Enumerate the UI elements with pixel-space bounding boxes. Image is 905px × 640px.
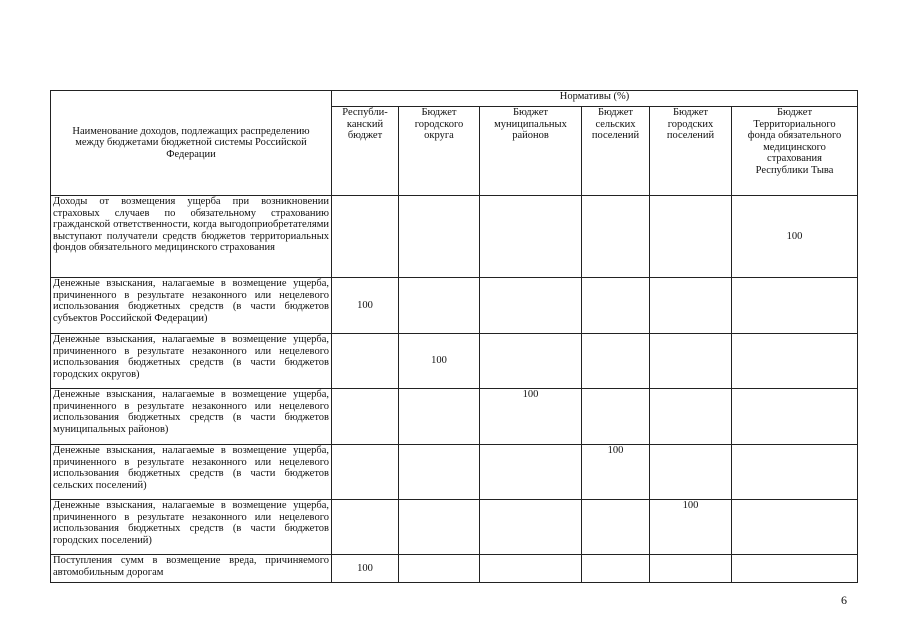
- value-cell: [732, 500, 858, 555]
- value-cell: 100: [582, 445, 650, 500]
- value-cell: [732, 555, 858, 583]
- table-row: [51, 389, 858, 445]
- value-cell: 100: [399, 334, 480, 389]
- value-cell: [650, 445, 732, 500]
- row-description: Денежные взыскания, налагаемые в возмещение ущерба, причиненного в результате незаконного или нецелевого использования бюджетных средств (в части бюджетов субъектов Российской Федерации): [51, 278, 332, 334]
- value-cell: [732, 334, 858, 389]
- row-description: Денежные взыскания, налагаемые в возмещение ущерба, причиненного в результате незаконного или нецелевого использования бюджетных средств (в части бюджетов муниципальных районов): [51, 389, 332, 445]
- header-col-label: Бюджет городских поселений: [666, 107, 715, 142]
- row-description: Поступления сумм в возмещение вреда, причиняемого автомобильным дорогам: [51, 555, 332, 583]
- header-col-health-insurance-fund-budget: [732, 107, 858, 196]
- value-cell: [332, 500, 399, 555]
- value-cell: [582, 334, 650, 389]
- value-cell: [732, 389, 858, 445]
- value-cell: [650, 555, 732, 583]
- header-name-column: Наименование доходов, подлежащих распределению между бюджетами бюджетной системы Российской Федерации: [51, 91, 332, 196]
- value-cell: 100: [480, 389, 582, 445]
- value-cell: [732, 445, 858, 500]
- value-cell: [650, 278, 732, 334]
- value-cell: 100: [332, 278, 399, 334]
- row-description: Денежные взыскания, налагаемые в возмещение ущерба, причиненного в результате незаконного или нецелевого использования бюджетных средств (в части бюджетов городских округов): [51, 334, 332, 389]
- value-cell: [399, 278, 480, 334]
- value-cell: [480, 555, 582, 583]
- value-cell: [732, 278, 858, 334]
- value-cell: [582, 196, 650, 278]
- header-col-label: Бюджет Территориального фонда обязательного медицинского страхования Республики Тыва: [747, 107, 842, 176]
- value-cell: [399, 500, 480, 555]
- header-col-city-district-budget: [399, 107, 480, 196]
- header-col-urban-settlements-budget: [650, 107, 732, 196]
- header-col-republic-budget: [332, 107, 399, 196]
- value-cell: [582, 500, 650, 555]
- table-row: [51, 555, 858, 583]
- value-cell: 100: [332, 555, 399, 583]
- table-row: [51, 278, 858, 334]
- table-row: [51, 334, 858, 389]
- value-cell: [480, 334, 582, 389]
- header-row-group: [51, 91, 858, 107]
- value-cell: [332, 389, 399, 445]
- value-cell: [480, 196, 582, 278]
- row-description: Денежные взыскания, налагаемые в возмещение ущерба, причиненного в результате незаконного или нецелевого использования бюджетных средств (в части бюджетов городских поселений): [51, 500, 332, 555]
- value-cell: [480, 278, 582, 334]
- header-col-label: Бюджет городского округа: [414, 107, 464, 142]
- value-cell: [480, 500, 582, 555]
- value-cell: [582, 278, 650, 334]
- value-cell: [650, 389, 732, 445]
- table-row: [51, 445, 858, 500]
- header-col-label: Республи- канский бюджет: [342, 107, 388, 142]
- value-cell: 100: [732, 196, 858, 278]
- value-cell: [399, 389, 480, 445]
- value-cell: [399, 196, 480, 278]
- table-row: [51, 500, 858, 555]
- row-description: Денежные взыскания, налагаемые в возмещение ущерба, причиненного в результате незаконного или нецелевого использования бюджетных средств (в части бюджетов сельских поселений): [51, 445, 332, 500]
- header-normatives: Нормативы (%): [332, 91, 858, 107]
- value-cell: [582, 555, 650, 583]
- value-cell: [332, 196, 399, 278]
- value-cell: [582, 389, 650, 445]
- table-row: [51, 196, 858, 278]
- value-cell: [650, 196, 732, 278]
- value-cell: [399, 555, 480, 583]
- row-description: Доходы от возмещения ущерба при возникновении страховых случаев по обязательному страхованию гражданской ответственности, когда выгодоприобретателями выступают получатели средств бюджетов территориальных фондов обязательного медицинского страхования: [51, 196, 332, 278]
- page-number: 6: [841, 593, 847, 607]
- value-cell: 100: [650, 500, 732, 555]
- header-col-label: Бюджет сельских поселений: [591, 107, 640, 142]
- value-cell: [480, 445, 582, 500]
- revenue-distribution-table: [50, 90, 858, 583]
- header-col-label: Бюджет муниципальных районов: [494, 107, 567, 142]
- value-cell: [399, 445, 480, 500]
- header-col-rural-settlements-budget: [582, 107, 650, 196]
- value-cell: [332, 334, 399, 389]
- value-cell: [650, 334, 732, 389]
- value-cell: [332, 445, 399, 500]
- header-col-municipal-districts-budget: [480, 107, 582, 196]
